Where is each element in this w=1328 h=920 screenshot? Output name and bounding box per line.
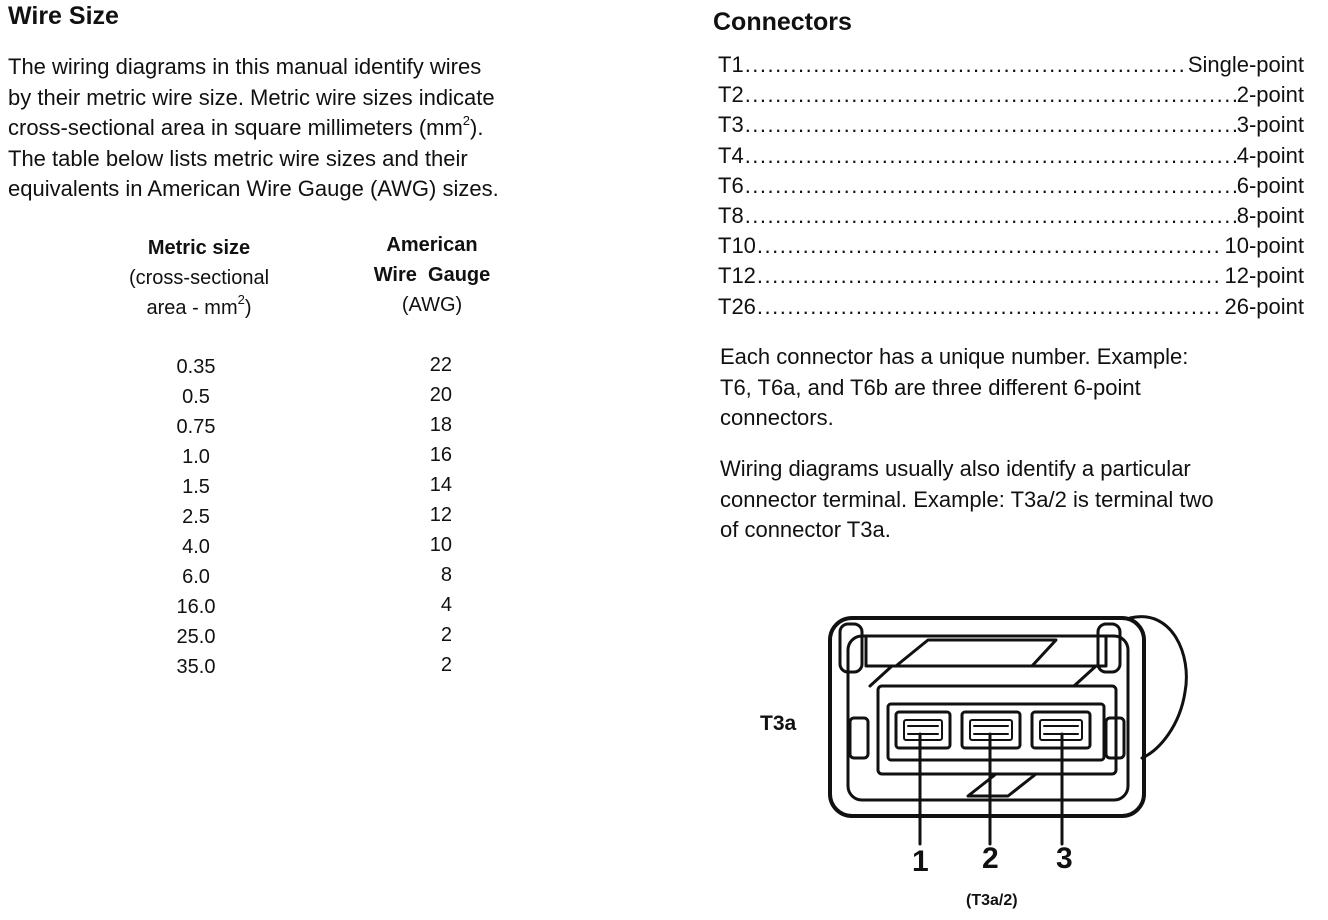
pin-label-2: 2	[982, 842, 999, 875]
leader-dots	[757, 231, 1224, 261]
connector-row	[718, 110, 1304, 140]
metric-value: 0.75	[176, 416, 216, 438]
connector-code: T10	[718, 233, 756, 259]
leader-dots	[745, 80, 1236, 110]
connectors-paragraph-2	[720, 454, 1214, 546]
leader-dots	[745, 50, 1187, 80]
leader-dots	[757, 261, 1224, 291]
paragraph-line: by their metric wire size. Metric wire sizes indicate	[8, 84, 495, 110]
connector-code: T4	[718, 142, 744, 168]
leader-dots	[757, 292, 1224, 322]
metric-value: 4.0	[182, 536, 210, 558]
connector-desc: 10-point	[1224, 233, 1304, 259]
awg-value: 2	[440, 654, 452, 676]
metric-value: 6.0	[182, 566, 210, 588]
connector-row	[718, 171, 1304, 201]
awg-header	[346, 230, 518, 320]
paragraph-line: Each connector has a unique number. Example:	[720, 344, 1189, 369]
metric-value: 16.0	[176, 596, 216, 618]
metric-values-column	[160, 352, 232, 682]
paragraph-line: Wiring diagrams usually also identify a particular	[720, 456, 1191, 481]
metric-value: 1.0	[182, 446, 210, 468]
awg-value: 14	[429, 474, 452, 496]
paragraph-line	[8, 113, 499, 144]
connector-code: T12	[718, 263, 756, 289]
metric-value: 2.5	[182, 506, 210, 528]
connector-figure-label: T3a	[760, 712, 797, 735]
wire-size-heading: Wire Size	[8, 2, 119, 30]
connector-list	[718, 50, 1304, 322]
metric-value: 25.0	[176, 626, 216, 648]
connector-desc: 3-point	[1236, 112, 1304, 138]
leader-dots	[745, 171, 1236, 201]
connector-code: T26	[718, 293, 756, 319]
metric-value: 0.5	[182, 386, 210, 408]
awg-value: 2	[440, 624, 452, 646]
awg-values-column	[404, 350, 452, 680]
awg-header-title1: American	[386, 234, 478, 256]
leader-dots	[745, 141, 1236, 171]
metric-value: 1.5	[182, 476, 210, 498]
connector-code: T3	[718, 112, 744, 138]
connector-desc: 8-point	[1236, 202, 1304, 228]
pin-label-1: 1	[912, 845, 929, 878]
metric-header-tail: )	[244, 297, 252, 319]
awg-value: 16	[429, 444, 452, 466]
connector-code: T1	[718, 52, 744, 77]
connector-row	[718, 231, 1304, 261]
awg-value: 10	[429, 534, 452, 556]
connector-desc: 2-point	[1236, 82, 1304, 108]
leader-dots	[745, 110, 1236, 140]
connector-desc: 6-point	[1236, 172, 1304, 198]
connector-desc: Single-point	[1187, 52, 1304, 77]
paragraph-line: The wiring diagrams in this manual identify wires	[8, 54, 482, 79]
connectors-paragraph-1	[720, 342, 1188, 434]
superscript: 2	[237, 292, 245, 307]
metric-header-line3	[96, 293, 302, 323]
awg-value: 4	[440, 594, 452, 616]
superscript: 2	[462, 113, 471, 128]
connector-desc: 26-point	[1224, 293, 1304, 319]
connector-desc: 4-point	[1236, 142, 1304, 168]
metric-header-unit: area - mm	[146, 297, 238, 319]
connector-desc: 12-point	[1224, 263, 1304, 289]
paragraph-line-tail: ).	[470, 115, 484, 140]
awg-header-line3: (AWG)	[401, 294, 463, 316]
metric-header-title: Metric size	[147, 237, 251, 259]
pin-label-3: 3	[1056, 842, 1073, 875]
connector-row	[718, 80, 1304, 110]
connector-code: T2	[718, 82, 744, 108]
connector-code: T8	[718, 202, 744, 228]
paragraph-line-text: cross-sectional area in square millimeters (mm	[8, 115, 463, 140]
paragraph-line: of connector T3a.	[720, 517, 891, 542]
awg-header-title2: Wire Gauge	[373, 264, 491, 286]
paragraph-line: equivalents in American Wire Gauge (AWG) sizes.	[8, 176, 499, 201]
connectors-heading: Connectors	[713, 8, 852, 36]
metric-value: 35.0	[176, 656, 216, 678]
awg-value: 8	[440, 564, 452, 586]
connector-row	[718, 50, 1304, 80]
connector-code: T6	[718, 172, 744, 198]
pin-caption: (T3a/2)	[966, 892, 1018, 909]
connector-t3a-illustration	[800, 600, 1200, 850]
leader-dots	[745, 201, 1236, 231]
paragraph-line: T6, T6a, and T6b are three different 6-point	[720, 374, 1141, 400]
awg-value: 22	[429, 354, 452, 376]
metric-size-header	[96, 233, 302, 323]
awg-value: 18	[429, 414, 452, 436]
paragraph-line: connectors.	[720, 405, 834, 430]
connector-row	[718, 141, 1304, 171]
metric-value: 0.35	[176, 356, 216, 378]
awg-value: 20	[429, 384, 452, 406]
paragraph-line: The table below lists metric wire sizes and their	[8, 145, 468, 171]
metric-header-line2: (cross-sectional	[128, 267, 270, 289]
awg-value: 12	[429, 504, 452, 526]
wire-size-paragraph	[8, 52, 499, 205]
connector-row	[718, 292, 1304, 322]
paragraph-line: connector terminal. Example: T3a/2 is terminal two	[720, 486, 1214, 512]
connector-row	[718, 261, 1304, 291]
connector-row	[718, 201, 1304, 231]
